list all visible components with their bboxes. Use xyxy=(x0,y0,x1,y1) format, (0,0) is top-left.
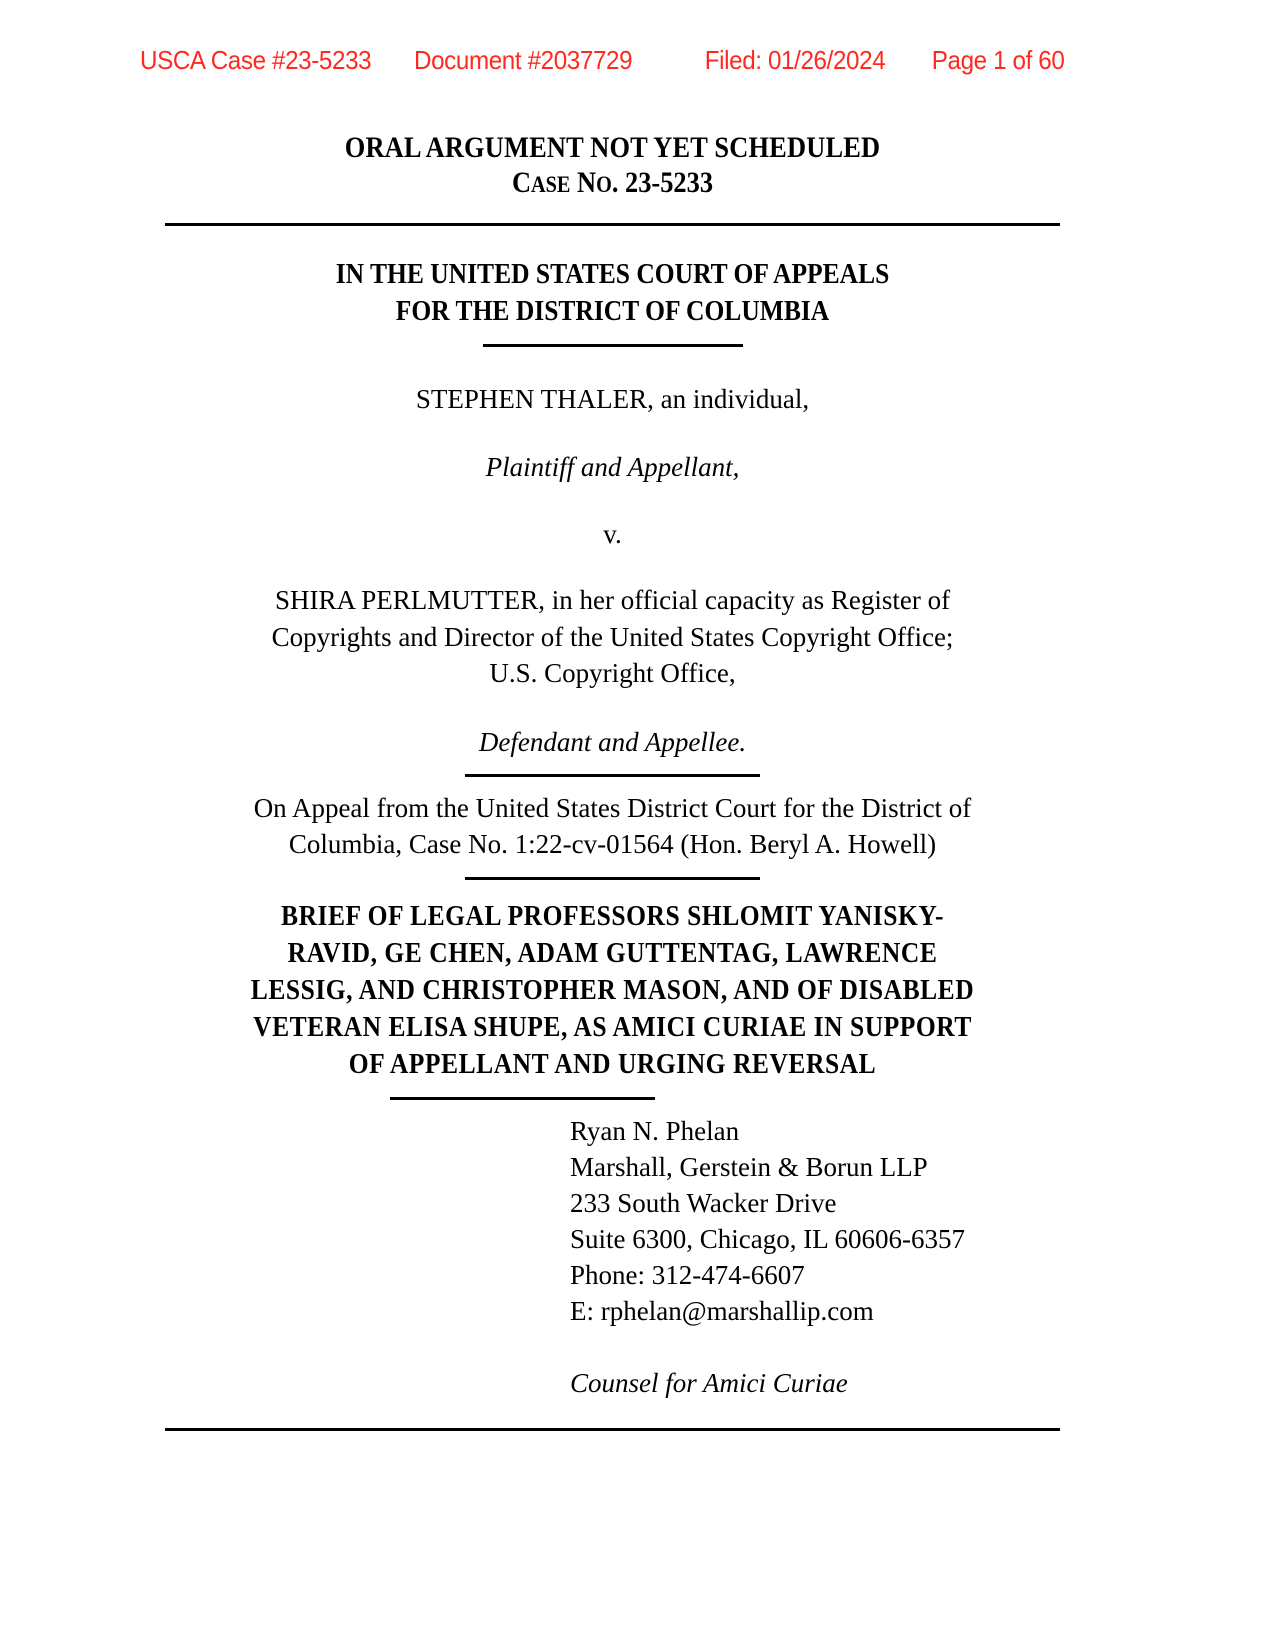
caption-appeal-divider-rule xyxy=(465,774,760,777)
brief-title-line-5: OF APPELLANT AND URGING REVERSAL xyxy=(348,1048,877,1081)
ecf-page-number: Page 1 of 60 xyxy=(931,45,1065,75)
case-number-n: N xyxy=(570,166,597,200)
case-number-c: C xyxy=(511,166,532,200)
appeal-from-block xyxy=(165,791,1060,863)
case-number-value: . 23-5233 xyxy=(611,166,714,200)
counsel-email[interactable]: E: rphelan@marshallip.com xyxy=(570,1295,874,1326)
case-number-line xyxy=(219,165,1007,200)
counsel-city-state-zip: Suite 6300, Chicago, IL 60606-6357 xyxy=(570,1224,965,1255)
counsel-firm: Marshall, Gerstein & Borun LLP xyxy=(570,1152,928,1183)
counsel-name: Ryan N. Phelan xyxy=(570,1116,740,1147)
brief-title-line-2: RAVID, GE CHEN, ADAM GUTTENTAG, LAWRENCE xyxy=(287,936,938,969)
cover-page-body xyxy=(165,130,1060,1431)
counsel-phone: Phone: 312-474-6607 xyxy=(570,1260,805,1291)
footer-divider-rule xyxy=(165,1428,1060,1431)
case-number-ase: ASE xyxy=(531,172,571,198)
court-name-line-1: IN THE UNITED STATES COURT OF APPEALS xyxy=(335,257,890,290)
appeal-from-line-2: Columbia, Case No. 1:22-cv-01564 (Hon. Beryl A. Howell) xyxy=(288,828,937,859)
counsel-street: 233 South Wacker Drive xyxy=(570,1188,837,1219)
appellee-name-line-2: Copyrights and Director of the United States Copyright Office; xyxy=(271,621,954,652)
court-name-line-2: FOR THE DISTRICT OF COLUMBIA xyxy=(395,294,830,327)
appellant-name: STEPHEN THALER, an individual, xyxy=(415,384,810,414)
appellee-name-line-3: U.S. Copyright Office, xyxy=(489,658,736,689)
counsel-block xyxy=(570,1114,1060,1401)
brief-title-line-3: LESSIG, AND CHRISTOPHER MASON, AND OF DISABLED xyxy=(250,974,975,1007)
ecf-stamp-header xyxy=(140,45,1065,76)
appeal-title-divider-rule xyxy=(465,877,760,880)
header-divider-rule xyxy=(165,223,1060,226)
brief-title-line-4: VETERAN ELISA SHUPE, AS AMICI CURIAE IN SUPPORT xyxy=(253,1011,972,1044)
brief-title xyxy=(165,898,1060,1084)
appellee-name xyxy=(165,582,1060,691)
ecf-case-number: USCA Case #23-5233 xyxy=(140,45,372,75)
ecf-filed-date: Filed: 01/26/2024 xyxy=(704,45,886,75)
case-number-o: O xyxy=(596,172,612,198)
appellee-role: Defendant and Appellee. xyxy=(478,726,747,757)
appeal-from-line-1: On Appeal from the United States District Court for the District of xyxy=(253,793,972,824)
title-counsel-divider-rule xyxy=(390,1097,655,1100)
case-caption xyxy=(165,381,1060,760)
appellee-name-line-1: SHIRA PERLMUTTER, in her official capacity as Register of xyxy=(274,585,951,616)
brief-title-line-1: BRIEF OF LEGAL PROFESSORS SHLOMIT YANISKY- xyxy=(281,899,944,932)
court-name-block xyxy=(165,256,1060,330)
court-caption-divider-rule xyxy=(483,344,743,347)
oral-argument-notice xyxy=(165,130,1060,201)
versus-label: v. xyxy=(603,518,622,549)
appellant-role: Plaintiff and Appellant, xyxy=(485,452,740,483)
counsel-role: Counsel for Amici Curiae xyxy=(570,1367,848,1398)
oral-argument-line: ORAL ARGUMENT NOT YET SCHEDULED xyxy=(344,131,881,164)
ecf-document-number: Document #2037729 xyxy=(414,45,633,75)
